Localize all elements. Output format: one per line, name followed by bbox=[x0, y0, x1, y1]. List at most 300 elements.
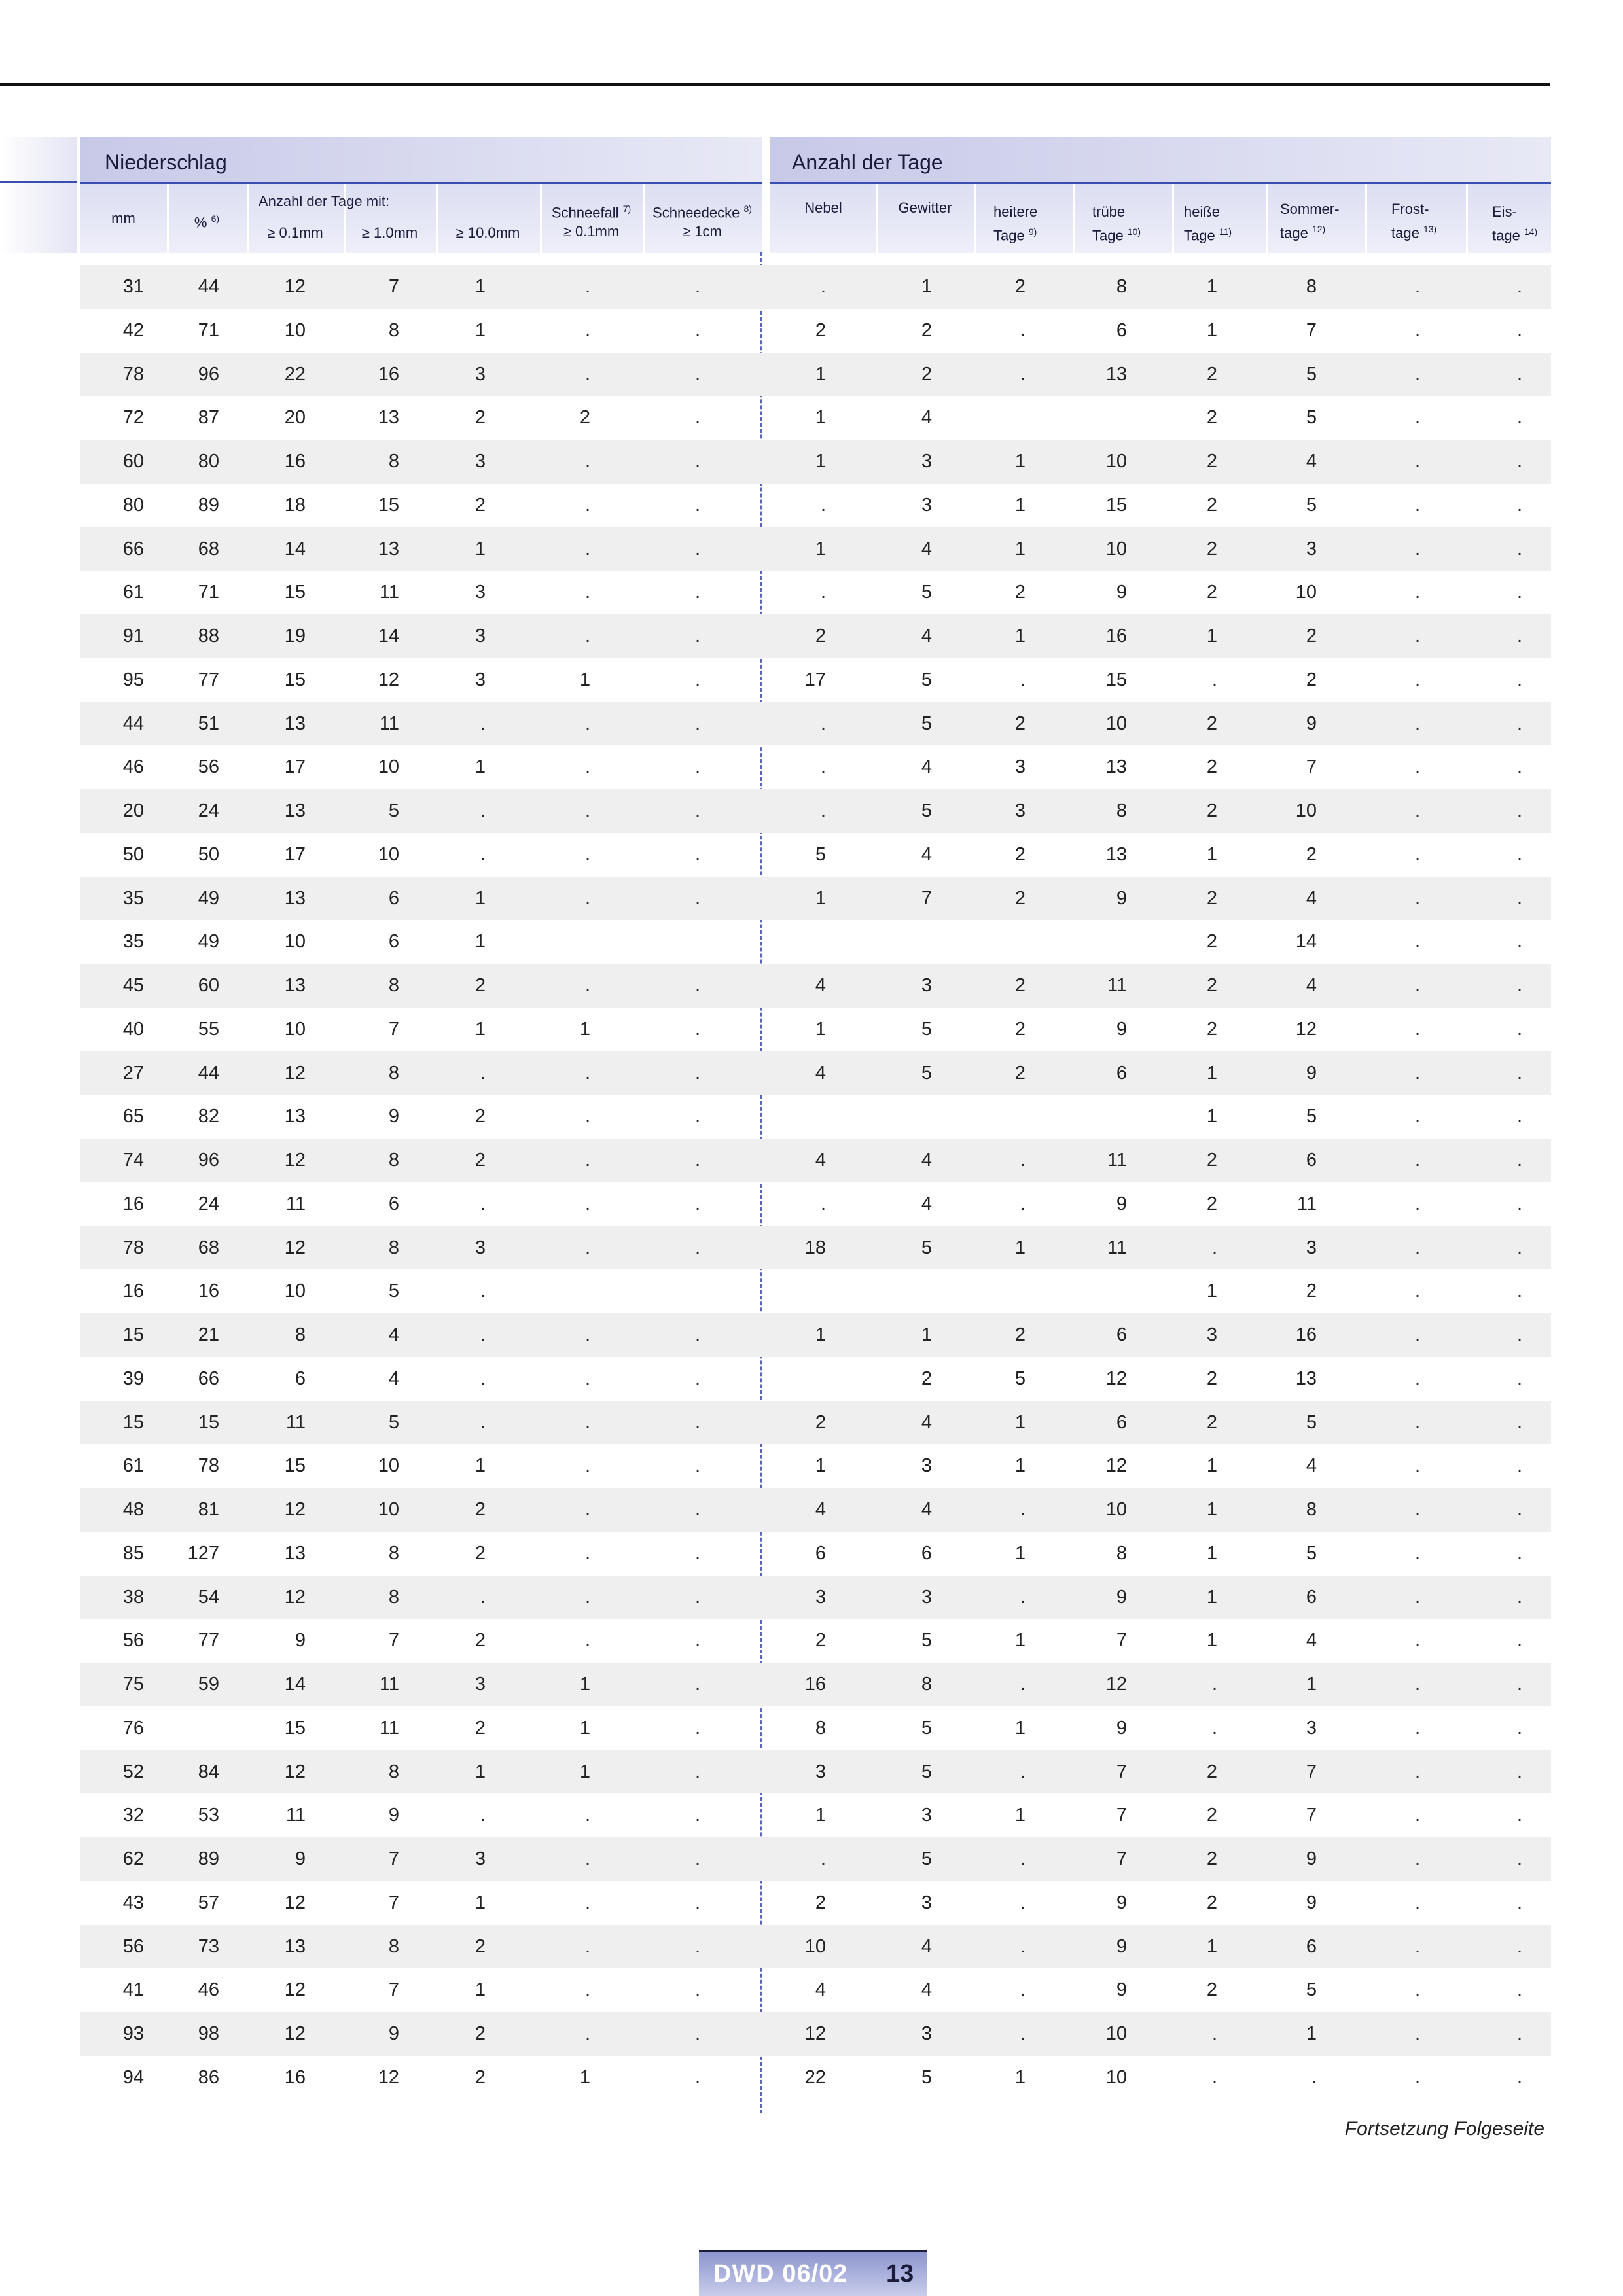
table-cell: . bbox=[1414, 1499, 1420, 1520]
table-cell: 3 bbox=[474, 1674, 486, 1695]
table-cell: 11 bbox=[379, 1674, 399, 1695]
table-cell: 9 bbox=[1116, 1018, 1127, 1040]
table-cell: . bbox=[480, 1193, 486, 1214]
table-cell: 8 bbox=[388, 451, 399, 472]
table-cell: 1 bbox=[1014, 1411, 1026, 1433]
table-cell: 5 bbox=[1306, 1542, 1317, 1564]
table-cell bbox=[960, 1269, 1026, 1313]
table-cell: 12 bbox=[804, 2023, 826, 2044]
table-cell: 7 bbox=[1116, 1630, 1127, 1651]
col-header-percent: % $^{6)}$ bbox=[194, 213, 220, 231]
table-cell: 7 bbox=[388, 1018, 399, 1040]
table-cell: 11 bbox=[285, 1805, 306, 1826]
table-row bbox=[80, 1750, 1551, 1794]
table-row bbox=[80, 1532, 1551, 1576]
table-cell: 20 bbox=[284, 407, 306, 429]
table-cell: 14 bbox=[378, 626, 399, 646]
table-cell: 9 bbox=[1116, 1193, 1127, 1214]
table-cell: 4 bbox=[815, 1062, 826, 1084]
table-cell: 12 bbox=[1295, 1018, 1317, 1040]
table-cell: 12 bbox=[1105, 1674, 1127, 1695]
table-cell: 87 bbox=[198, 407, 219, 429]
table-cell: 2 bbox=[1206, 1805, 1217, 1826]
table-cell: 13 bbox=[284, 1106, 306, 1127]
table-cell: 8 bbox=[1116, 800, 1127, 821]
table-cell: . bbox=[694, 1237, 700, 1258]
table-cell: 1 bbox=[579, 1018, 590, 1040]
table-cell: 75 bbox=[122, 1674, 144, 1695]
table-cell: 5 bbox=[1306, 407, 1317, 429]
table-cell: 5 bbox=[815, 843, 826, 865]
table-cell: 13 bbox=[1295, 1368, 1317, 1389]
table-cell: . bbox=[1020, 1586, 1026, 1608]
table-row bbox=[80, 1269, 1551, 1313]
table-cell: . bbox=[1414, 887, 1420, 909]
table-cell: . bbox=[584, 494, 590, 516]
table-cell: 91 bbox=[122, 626, 144, 646]
table-cell: . bbox=[584, 756, 590, 778]
table-cell: . bbox=[1414, 1761, 1420, 1782]
table-cell: . bbox=[480, 800, 486, 821]
table-cell: 15 bbox=[284, 582, 306, 603]
table-row bbox=[80, 396, 1551, 440]
table-cell: . bbox=[1516, 1018, 1522, 1040]
table-cell: . bbox=[584, 713, 590, 734]
col-header-frost-days: Frost- tage $^{13)}$ bbox=[1391, 201, 1437, 241]
table-cell: . bbox=[1211, 1717, 1217, 1739]
table-cell: 54 bbox=[198, 1586, 219, 1608]
table-cell: 5 bbox=[921, 1237, 932, 1258]
table-cell: 1 bbox=[1014, 626, 1026, 646]
table-cell: 5 bbox=[921, 582, 932, 603]
table-cell: . bbox=[1516, 975, 1522, 996]
table-cell: 15 bbox=[198, 1411, 219, 1433]
table-cell: . bbox=[584, 1979, 590, 2001]
table-cell: . bbox=[1414, 2023, 1420, 2044]
table-cell: . bbox=[584, 887, 590, 909]
table-row bbox=[80, 1619, 1551, 1663]
table-cell: . bbox=[1414, 494, 1420, 516]
table-cell: . bbox=[1516, 800, 1522, 821]
table-cell: 7 bbox=[1116, 1805, 1127, 1826]
table-cell: . bbox=[1414, 2066, 1420, 2088]
table-cell: . bbox=[584, 1062, 590, 1084]
table-row bbox=[80, 353, 1551, 397]
table-cell: . bbox=[694, 1193, 700, 1214]
table-cell: 1 bbox=[474, 276, 486, 297]
table-cell: 27 bbox=[122, 1062, 144, 1084]
table-cell: 3 bbox=[815, 1761, 826, 1782]
table-cell: 10 bbox=[284, 1018, 306, 1040]
table-cell: . bbox=[1414, 756, 1420, 778]
table-cell: . bbox=[694, 538, 700, 559]
table-cell: . bbox=[1516, 626, 1522, 646]
table-cell: 13 bbox=[378, 407, 399, 429]
table-cell: 3 bbox=[1306, 1717, 1317, 1739]
table-cell: 9 bbox=[1116, 1979, 1127, 2001]
table-cell: 13 bbox=[284, 887, 306, 909]
table-cell: . bbox=[694, 1062, 700, 1084]
table-cell: . bbox=[584, 582, 590, 603]
table-cell: . bbox=[1516, 363, 1522, 385]
table-cell: . bbox=[1414, 975, 1420, 996]
table-cell: 68 bbox=[198, 538, 219, 559]
table-cell: 2 bbox=[815, 1892, 826, 1913]
left-margin-band bbox=[0, 137, 77, 253]
table-cell: 1 bbox=[815, 451, 826, 472]
table-row bbox=[80, 833, 1551, 877]
table-cell: . bbox=[1020, 319, 1026, 341]
table-cell: 95 bbox=[122, 669, 144, 690]
table-cell: . bbox=[1516, 669, 1522, 690]
table-cell: 7 bbox=[1306, 756, 1317, 778]
col-header-dull-days: trübe Tage $^{10)}$ bbox=[1092, 203, 1141, 244]
table-cell: 2 bbox=[1206, 1411, 1217, 1433]
table-cell: 5 bbox=[388, 800, 399, 821]
table-cell: 2 bbox=[1206, 975, 1217, 996]
table-cell: 35 bbox=[122, 931, 144, 953]
table-row bbox=[80, 1182, 1551, 1226]
table-cell: 13 bbox=[1105, 363, 1127, 385]
table-cell: 1 bbox=[1014, 1542, 1026, 1564]
table-cell: 3 bbox=[921, 2023, 932, 2044]
table-cell bbox=[960, 920, 1026, 964]
table-cell: 2 bbox=[1206, 713, 1217, 734]
table-cell: 1 bbox=[815, 538, 826, 559]
table-cell: 8 bbox=[388, 1062, 399, 1084]
table-cell: 2 bbox=[1206, 582, 1217, 603]
table-cell: 5 bbox=[1306, 494, 1317, 516]
table-cell: 12 bbox=[284, 1761, 306, 1782]
table-cell bbox=[525, 920, 590, 964]
table-cell: 14 bbox=[284, 538, 306, 559]
table-cell: 3 bbox=[921, 1805, 932, 1826]
table-cell: 4 bbox=[921, 626, 932, 646]
table-cell: 15 bbox=[1105, 494, 1127, 516]
table-cell: . bbox=[1516, 1848, 1522, 1869]
table-cell: 2 bbox=[1014, 1018, 1026, 1040]
table-cell: 1 bbox=[1014, 1455, 1026, 1477]
table-cell: 1 bbox=[1206, 319, 1217, 341]
table-cell: 5 bbox=[921, 1062, 932, 1084]
table-cell: . bbox=[1516, 407, 1522, 429]
table-cell: 1 bbox=[1206, 1630, 1217, 1651]
table-cell: . bbox=[820, 1193, 826, 1214]
table-cell: . bbox=[584, 1805, 590, 1826]
table-cell: 4 bbox=[921, 843, 932, 865]
table-cell: 1 bbox=[1014, 538, 1026, 559]
table-cell: . bbox=[1211, 2023, 1217, 2044]
table-cell: . bbox=[1414, 800, 1420, 821]
table-cell: 3 bbox=[1014, 756, 1026, 778]
table-cell: 85 bbox=[122, 1542, 144, 1564]
table-cell: 57 bbox=[198, 1892, 219, 1913]
table-cell: 8 bbox=[1116, 276, 1127, 297]
table-cell: 1 bbox=[815, 1018, 826, 1040]
table-cell: 40 bbox=[122, 1018, 144, 1040]
table-cell: . bbox=[694, 1717, 700, 1739]
table-cell: 2 bbox=[1014, 276, 1026, 297]
table-cell: . bbox=[694, 1935, 700, 1957]
table-cell: . bbox=[1414, 1106, 1420, 1127]
table-cell: . bbox=[1414, 276, 1420, 297]
table-cell: 1 bbox=[815, 1455, 826, 1477]
table-cell: 62 bbox=[122, 1848, 144, 1869]
table-row bbox=[80, 1008, 1551, 1051]
table-cell: 8 bbox=[388, 1150, 399, 1171]
table-cell: 2 bbox=[1306, 843, 1317, 865]
table-cell: . bbox=[1516, 1280, 1522, 1302]
table-cell: 1 bbox=[1306, 1674, 1317, 1695]
table-cell: 16 bbox=[122, 1193, 144, 1214]
table-cell: 52 bbox=[122, 1761, 144, 1782]
table-cell: 10 bbox=[284, 1280, 306, 1302]
table-cell: . bbox=[1516, 319, 1522, 341]
table-cell: 16 bbox=[122, 1280, 144, 1302]
table-cell: . bbox=[1516, 1499, 1522, 1520]
table-cell: 9 bbox=[1116, 582, 1127, 603]
table-cell: 16 bbox=[1295, 1324, 1317, 1345]
table-cell: 89 bbox=[198, 494, 219, 516]
table-cell: 88 bbox=[198, 626, 219, 646]
table-cell: 2 bbox=[1206, 494, 1217, 516]
table-cell: 2 bbox=[474, 407, 486, 429]
table-cell: 12 bbox=[378, 669, 399, 690]
table-cell bbox=[866, 1269, 932, 1313]
table-cell: 43 bbox=[122, 1892, 144, 1913]
table-cell: 1 bbox=[1206, 1542, 1217, 1564]
table-cell: . bbox=[1516, 494, 1522, 516]
table-cell: 2 bbox=[474, 1150, 486, 1171]
table-cell: . bbox=[584, 1150, 590, 1171]
table-cell: . bbox=[694, 1455, 700, 1477]
table-cell: 2 bbox=[579, 407, 590, 429]
table-cell: 2 bbox=[1206, 756, 1217, 778]
col-header-ice-days: Eis- tage $^{14)}$ bbox=[1492, 203, 1538, 244]
table-cell: 22 bbox=[284, 363, 306, 385]
table-cell: 76 bbox=[122, 1717, 144, 1739]
table-cell: . bbox=[694, 582, 700, 603]
table-cell: 4 bbox=[1306, 1630, 1317, 1651]
table-cell: 18 bbox=[284, 494, 306, 516]
table-cell: 2 bbox=[474, 494, 486, 516]
table-cell: 17 bbox=[284, 756, 306, 778]
table-row bbox=[80, 309, 1551, 353]
table-cell: 3 bbox=[474, 582, 486, 603]
table-cell: 2 bbox=[1014, 1062, 1026, 1084]
table-cell: 14 bbox=[1295, 931, 1317, 953]
table-row bbox=[80, 1488, 1551, 1532]
table-cell: 3 bbox=[815, 1586, 826, 1608]
table-cell: 6 bbox=[1116, 1411, 1127, 1433]
table-cell: 12 bbox=[284, 1892, 306, 1913]
table-cell: . bbox=[1516, 1674, 1522, 1695]
table-cell: . bbox=[1516, 887, 1522, 909]
table-cell: . bbox=[1516, 1150, 1522, 1171]
table-cell: 8 bbox=[1306, 1499, 1317, 1520]
table-cell: 1 bbox=[1306, 2023, 1317, 2044]
table-cell: 3 bbox=[1014, 800, 1026, 821]
table-cell: . bbox=[1414, 1324, 1420, 1345]
table-cell: . bbox=[584, 1586, 590, 1608]
table-cell: 1 bbox=[579, 1674, 590, 1695]
table-cell: . bbox=[584, 1193, 590, 1214]
table-cell: . bbox=[584, 1368, 590, 1389]
table-row bbox=[80, 1095, 1551, 1139]
table-cell: . bbox=[1516, 756, 1522, 778]
table-cell: . bbox=[1414, 1150, 1420, 1171]
table-cell: 50 bbox=[122, 843, 144, 865]
table-cell: 93 bbox=[122, 2023, 144, 2044]
table-cell: 8 bbox=[388, 1586, 399, 1608]
table-cell: . bbox=[1516, 1324, 1522, 1345]
table-cell: 11 bbox=[1107, 975, 1127, 996]
table-cell: 2 bbox=[1206, 1150, 1217, 1171]
table-row bbox=[80, 440, 1551, 484]
table-cell: 7 bbox=[388, 1979, 399, 2001]
table-cell: 2 bbox=[474, 2066, 486, 2088]
table-row bbox=[80, 484, 1551, 527]
table-cell: . bbox=[694, 1674, 700, 1695]
table-cell: 1 bbox=[474, 931, 486, 953]
table-cell: . bbox=[1211, 669, 1217, 690]
table-cell: 8 bbox=[388, 1761, 399, 1782]
table-row bbox=[80, 571, 1551, 614]
table-cell: . bbox=[480, 1805, 486, 1826]
table-cell: 2 bbox=[1206, 363, 1217, 385]
table-cell: 4 bbox=[1306, 975, 1317, 996]
table-cell: 2 bbox=[1306, 669, 1317, 690]
table-cell: 7 bbox=[1306, 319, 1317, 341]
table-cell: . bbox=[1516, 582, 1522, 603]
table-cell: 6 bbox=[388, 887, 399, 909]
table-body bbox=[80, 265, 1551, 2100]
table-cell: . bbox=[584, 538, 590, 559]
table-cell: 41 bbox=[122, 1979, 144, 2001]
table-cell: 2 bbox=[1206, 887, 1217, 909]
table-cell: 2 bbox=[815, 1411, 826, 1433]
table-cell bbox=[525, 1269, 590, 1313]
table-cell: . bbox=[1020, 1979, 1026, 2001]
table-cell: 7 bbox=[1306, 1761, 1317, 1782]
table-cell: . bbox=[1414, 1630, 1420, 1651]
table-cell: . bbox=[820, 756, 826, 778]
col-sep bbox=[876, 184, 878, 253]
table-cell: 55 bbox=[198, 1018, 219, 1040]
table-cell: 3 bbox=[921, 1586, 932, 1608]
table-cell: 86 bbox=[198, 2066, 219, 2088]
table-cell: . bbox=[480, 1368, 486, 1389]
table-cell: 53 bbox=[198, 1805, 219, 1826]
table-cell: 13 bbox=[1105, 843, 1127, 865]
table-cell: . bbox=[1414, 1237, 1420, 1258]
col-header-snowfall-sub: ≥ 0.1mm bbox=[563, 223, 620, 239]
table-cell: 68 bbox=[198, 1237, 219, 1258]
table-cell: . bbox=[1516, 1892, 1522, 1913]
table-cell: 61 bbox=[122, 1455, 144, 1477]
table-cell: 2 bbox=[1206, 407, 1217, 429]
table-cell: . bbox=[694, 1368, 700, 1389]
table-cell: . bbox=[1516, 713, 1522, 734]
table-cell: . bbox=[820, 582, 826, 603]
table-cell bbox=[1061, 1095, 1127, 1139]
table-cell: 2 bbox=[1014, 887, 1026, 909]
table-cell: 13 bbox=[284, 975, 306, 996]
table-cell: . bbox=[584, 1935, 590, 1957]
table-row bbox=[80, 1226, 1551, 1270]
table-cell: . bbox=[820, 276, 826, 297]
table-cell: 1 bbox=[1014, 2066, 1026, 2088]
table-cell: . bbox=[694, 494, 700, 516]
table-cell: 3 bbox=[1206, 1324, 1217, 1345]
table-row bbox=[80, 1968, 1551, 2012]
table-cell: 5 bbox=[1014, 1368, 1026, 1389]
table-cell: 71 bbox=[198, 319, 219, 341]
table-cell: 6 bbox=[388, 931, 399, 953]
table-cell: 96 bbox=[198, 363, 219, 385]
table-cell: . bbox=[1414, 538, 1420, 559]
table-cell: . bbox=[584, 626, 590, 646]
table-cell: . bbox=[694, 756, 700, 778]
top-rule bbox=[0, 83, 1550, 86]
table-cell: 13 bbox=[1105, 756, 1127, 778]
table-cell: 10 bbox=[1105, 2023, 1127, 2044]
table-cell: 5 bbox=[921, 2066, 932, 2088]
table-cell: . bbox=[1414, 1892, 1420, 1913]
table-cell: 4 bbox=[388, 1324, 399, 1345]
table-cell: 6 bbox=[388, 1193, 399, 1214]
table-cell: 78 bbox=[122, 363, 144, 385]
table-cell: 20 bbox=[122, 800, 144, 821]
table-cell: . bbox=[1020, 2023, 1026, 2044]
col-header-hot-days: heiße Tage $^{11)}$ bbox=[1184, 203, 1232, 244]
table-cell: 15 bbox=[284, 1455, 306, 1477]
table-cell bbox=[635, 920, 700, 964]
table-cell: 3 bbox=[921, 1892, 932, 1913]
table-cell: . bbox=[1516, 2066, 1522, 2088]
table-row bbox=[80, 1357, 1551, 1401]
table-cell: 4 bbox=[921, 407, 932, 429]
table-cell: 1 bbox=[1206, 1062, 1217, 1084]
table-cell: 48 bbox=[122, 1499, 144, 1520]
table-cell: 10 bbox=[284, 319, 306, 341]
table-cell: 4 bbox=[815, 1979, 826, 2001]
table-cell: 8 bbox=[388, 1935, 399, 1957]
table-cell: 1 bbox=[579, 669, 590, 690]
table-cell: . bbox=[820, 494, 826, 516]
table-cell: 1 bbox=[1014, 1237, 1026, 1258]
table-cell: 66 bbox=[122, 538, 144, 559]
table-cell: 2 bbox=[1206, 451, 1217, 472]
table-row bbox=[80, 1139, 1551, 1182]
table-cell: 39 bbox=[122, 1368, 144, 1389]
table-cell: 9 bbox=[388, 1106, 399, 1127]
table-cell: 10 bbox=[1105, 538, 1127, 559]
table-cell bbox=[760, 1095, 826, 1139]
table-row bbox=[80, 1881, 1551, 1925]
table-cell: 8 bbox=[1116, 1542, 1127, 1564]
table-cell: 2 bbox=[474, 2023, 486, 2044]
table-cell: 3 bbox=[474, 1848, 486, 1869]
table-cell: 11 bbox=[379, 1717, 399, 1739]
table-row bbox=[80, 1051, 1551, 1095]
table-cell: 1 bbox=[474, 1892, 486, 1913]
table-cell: . bbox=[694, 800, 700, 821]
table-cell: 10 bbox=[1105, 2066, 1127, 2088]
table-cell: 12 bbox=[284, 1979, 306, 2001]
table-cell: 22 bbox=[804, 2066, 826, 2088]
table-cell: 8 bbox=[388, 975, 399, 996]
